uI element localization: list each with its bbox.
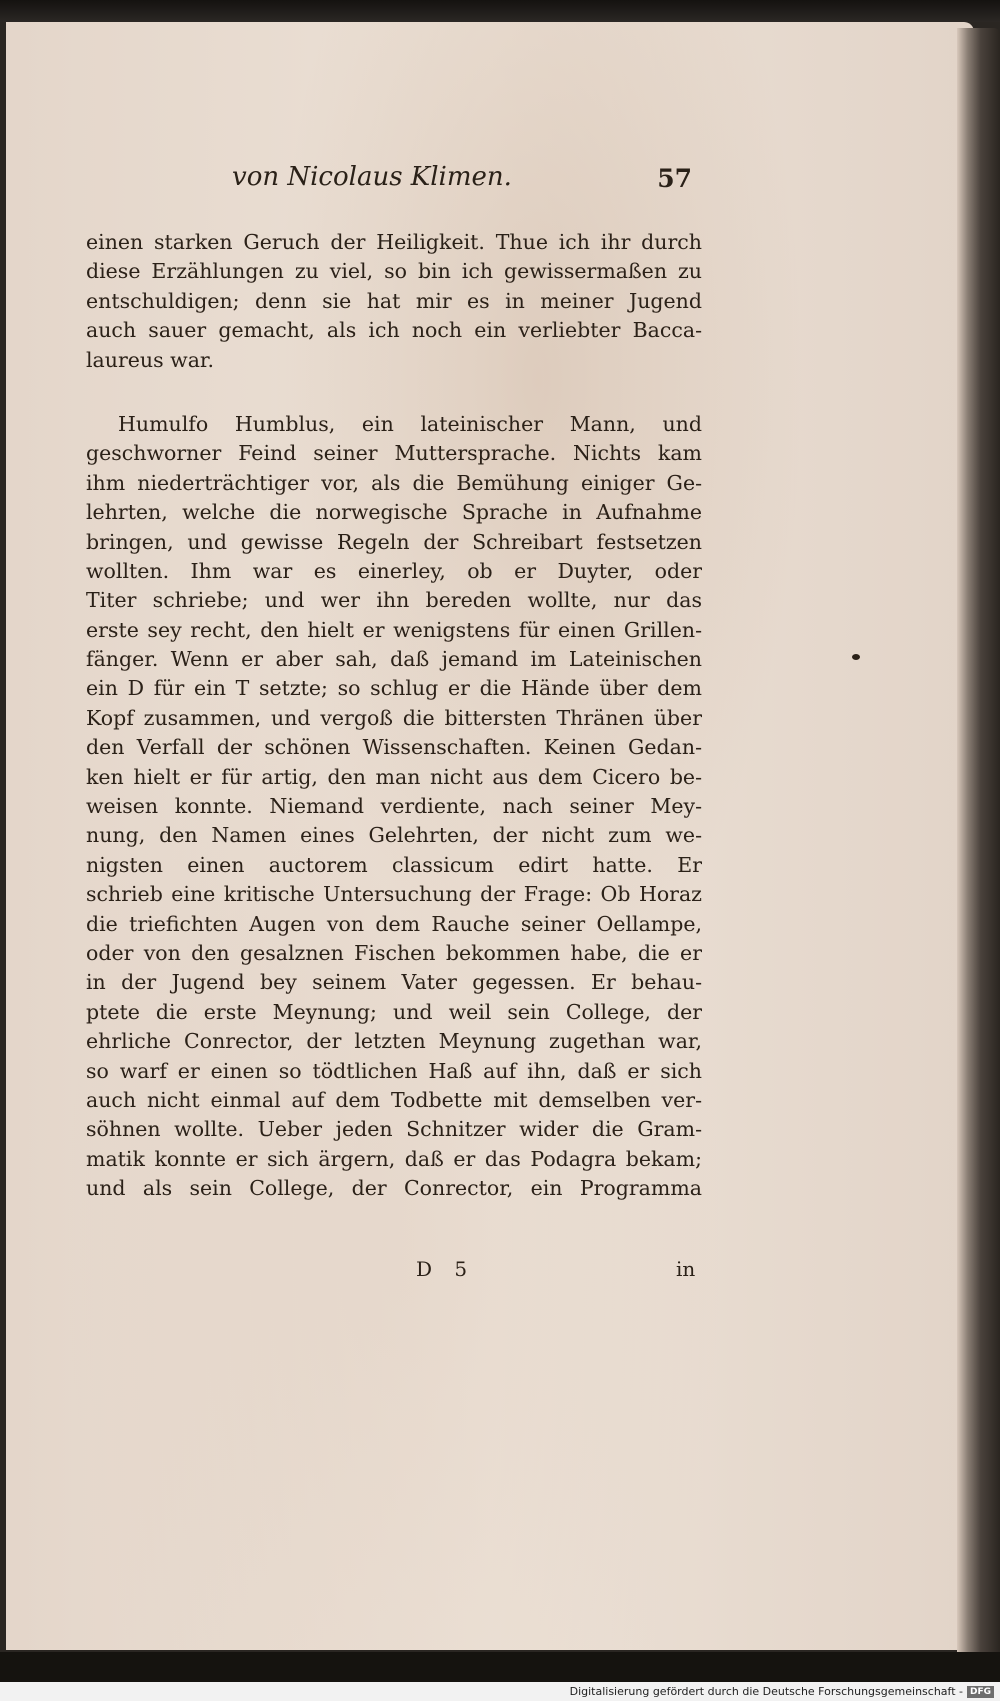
- text-line: auch sauer gemacht, als ich noch ein verliebter Bacca-: [86, 318, 702, 343]
- text-line: weisen konnte. Niemand verdiente, nach seiner Mey-: [86, 794, 702, 819]
- footer-credit: Digitalisierung gefördert durch die Deutsche Forschungsgemeinschaft -: [569, 1685, 963, 1698]
- scanner-bottom-edge: [0, 1652, 1000, 1682]
- text-line: Humulfo Humblus, ein lateinischer Mann, und: [118, 411, 702, 436]
- text-line: geschworner Feind seiner Muttersprache. Nichts kam: [86, 441, 702, 466]
- text-line: in der Jugend bey seinem Vater gegessen. Er behau-: [86, 970, 702, 995]
- text-line: lehrten, welche die norwegische Sprache in Aufnahme: [86, 500, 702, 525]
- book-spine-edge: [957, 28, 1000, 1658]
- text-line: ken hielt er für artig, den man nicht aus dem Cicero be-: [86, 764, 702, 789]
- digitization-footer: [0, 1682, 1000, 1701]
- text-line: schrieb eine kritische Untersuchung der Frage: Ob Horaz: [86, 882, 702, 907]
- signature-mark: D 5: [416, 1257, 476, 1281]
- text-line: nigsten einen auctorem classicum edirt hatte. Er: [86, 852, 702, 877]
- body-text: [86, 228, 702, 1204]
- text-line: auch nicht einmal auf dem Todbette mit demselben ver-: [86, 1087, 702, 1112]
- text-line: oder von den gesalznen Fischen bekommen habe, die er: [86, 940, 702, 965]
- page-header: [232, 150, 692, 200]
- text-line: einen starken Geruch der Heiligkeit. Thue ich ihr durch: [86, 230, 702, 254]
- text-line: Titer schriebe; und wer ihn bereden wollte, nur das: [86, 588, 702, 613]
- text-line: wollten. Ihm war es einerley, ob er Duyter, oder: [86, 558, 702, 583]
- ink-speck: [852, 654, 860, 660]
- text-line: ehrliche Conrector, der letzten Meynung zugethan war,: [86, 1029, 702, 1054]
- paragraph-1: [86, 228, 702, 375]
- text-line: ihm niederträchtiger vor, als die Bemühung einiger Ge-: [86, 470, 702, 495]
- text-line: den Verfall der schönen Wissenschaften. Keinen Gedan-: [86, 735, 702, 760]
- text-line: nung, den Namen eines Gelehrten, der nicht zum we-: [86, 823, 702, 848]
- text-line: ptete die erste Meynung; und weil sein College, der: [86, 999, 702, 1024]
- paragraph-2: [86, 410, 702, 1204]
- text-line: laureus war.: [86, 347, 214, 372]
- text-line: ein D für ein T setzte; so schlug er die Hände über dem: [86, 676, 702, 701]
- text-line: erste sey recht, den hielt er wenigstens für einen Grillen-: [86, 617, 702, 642]
- text-line: die triefichten Augen von dem Rauche seiner Oellampe,: [86, 911, 702, 936]
- text-line: fänger. Wenn er aber sah, daß jemand im Lateinischen: [86, 647, 702, 672]
- text-line: söhnen wollte. Ueber jeden Schnitzer wider die Gram-: [86, 1117, 702, 1142]
- text-line: so warf er einen so tödtlichen Haß auf ihn, daß er sich: [86, 1058, 702, 1083]
- text-line: und als sein College, der Conrector, ein Programma: [86, 1176, 702, 1201]
- text-line: bringen, und gewisse Regeln der Schreibart festsetzen: [86, 529, 702, 554]
- catchword: in: [676, 1257, 696, 1281]
- paragraph-gap: [86, 375, 702, 410]
- page-number: 57: [657, 164, 692, 193]
- text-line: matik konnte er sich ärgern, daß er das Podagra bekam;: [86, 1146, 702, 1171]
- text-line: Kopf zusammen, und vergoß die bittersten Thränen über: [86, 705, 702, 730]
- running-head: von Nicolaus Klimen.: [232, 162, 512, 192]
- dfg-logo: DFG: [967, 1686, 994, 1698]
- scanner-top-edge: [0, 0, 1000, 22]
- text-line: entschuldigen; denn sie hat mir es in meiner Jugend: [86, 288, 702, 313]
- text-line: diese Erzählungen zu viel, so bin ich gewissermaßen zu: [86, 259, 702, 284]
